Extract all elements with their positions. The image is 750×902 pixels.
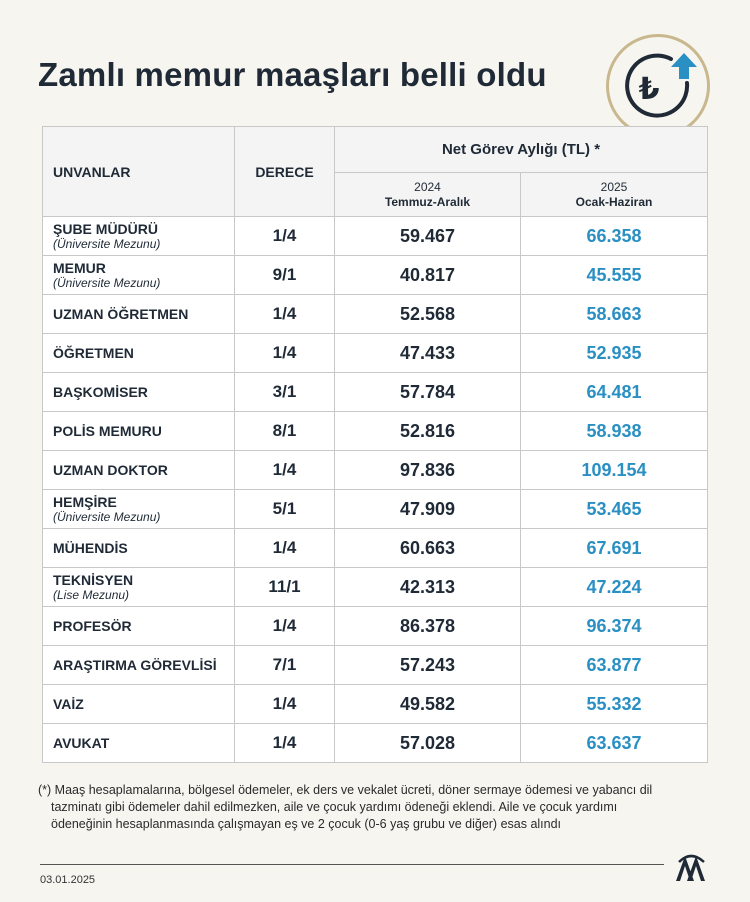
table-row [43,568,708,607]
row-title-label: TEKNİSYEN [53,572,134,588]
row-title-label: BAŞKOMİSER [53,384,148,400]
lira-up-icon [606,34,710,138]
row-salary-2024: 49.582 [335,685,521,724]
row-salary-2025: 63.877 [521,646,708,685]
row-title-label: POLİS MEMURU [53,423,162,439]
row-salary-2025: 55.332 [521,685,708,724]
row-salary-2025: 109.154 [521,451,708,490]
table-row [43,217,708,256]
row-title [43,490,235,529]
row-title-label: MÜHENDİS [53,540,128,556]
row-salary-2024: 57.784 [335,373,521,412]
row-salary-2024: 47.433 [335,334,521,373]
row-degree: 1/4 [235,724,335,763]
row-salary-2025: 45.555 [521,256,708,295]
row-title-label: UZMAN DOKTOR [53,462,168,478]
row-degree: 9/1 [235,256,335,295]
table-row [43,256,708,295]
row-title-label: AVUKAT [53,735,110,751]
year-2025: 2025 [600,179,628,194]
row-degree: 1/4 [235,529,335,568]
column-header-titles: UNVANLAR [43,127,235,217]
row-salary-2025: 53.465 [521,490,708,529]
aa-logo-icon [674,852,708,887]
row-title-note: (Lise Mezunu) [53,588,130,602]
table-row [43,334,708,373]
row-title-note: (Üniversite Mezunu) [53,237,161,251]
table-row [43,724,708,763]
row-title-label: PROFESÖR [53,618,132,634]
column-header-2025 [521,173,708,217]
row-degree: 8/1 [235,412,335,451]
table-row [43,295,708,334]
row-salary-2024: 86.378 [335,607,521,646]
footnote [38,782,718,833]
row-degree: 1/4 [235,295,335,334]
footnote-line-2: tazminatı gibi ödemeler dahil edilmezken, aile ve çocuk yardımı ödeneği eklendi. Aile ve çocuk yardımı [51,800,618,814]
row-title [43,373,235,412]
row-title-note: (Üniversite Mezunu) [53,276,161,290]
row-salary-2024: 60.663 [335,529,521,568]
page-title: Zamlı memur maaşları belli oldu [38,56,547,93]
row-title-label: ÖĞRETMEN [53,345,134,361]
row-title-label: MEMUR [53,260,106,276]
table-row [43,529,708,568]
row-degree: 1/4 [235,217,335,256]
row-salary-2024: 52.568 [335,295,521,334]
year-2024: 2024 [414,179,441,194]
row-title [43,295,235,334]
row-salary-2024: 97.836 [335,451,521,490]
row-salary-2025: 64.481 [521,373,708,412]
salary-table [42,126,708,763]
row-salary-2025: 58.663 [521,295,708,334]
table-row [43,412,708,451]
row-title [43,256,235,295]
row-title-note: (Üniversite Mezunu) [53,510,161,524]
row-degree: 7/1 [235,646,335,685]
row-salary-2025: 66.358 [521,217,708,256]
row-title-label: UZMAN ÖĞRETMEN [53,306,189,322]
row-salary-2025: 63.637 [521,724,708,763]
row-title-label: ŞUBE MÜDÜRÜ [53,221,158,237]
row-degree: 1/4 [235,334,335,373]
row-title [43,334,235,373]
column-header-2024 [335,173,521,217]
row-salary-2024: 52.816 [335,412,521,451]
table-row [43,646,708,685]
svg-text:₺: ₺ [638,72,660,107]
row-salary-2024: 40.817 [335,256,521,295]
row-salary-2024: 42.313 [335,568,521,607]
row-title [43,217,235,256]
row-title [43,412,235,451]
table-row [43,685,708,724]
row-salary-2025: 67.691 [521,529,708,568]
row-title [43,646,235,685]
row-degree: 11/1 [235,568,335,607]
row-degree: 1/4 [235,451,335,490]
row-salary-2024: 57.028 [335,724,521,763]
table-row [43,451,708,490]
row-salary-2025: 47.224 [521,568,708,607]
period-2024: Temmuz-Aralık [384,194,471,209]
column-header-net-salary: Net Görev Aylığı (TL) * [335,127,708,173]
row-salary-2024: 47.909 [335,490,521,529]
table-row [43,490,708,529]
row-salary-2024: 57.243 [335,646,521,685]
row-degree: 5/1 [235,490,335,529]
row-salary-2024: 59.467 [335,217,521,256]
column-header-degree: DERECE [235,127,335,217]
period-2025: Ocak-Haziran [575,194,653,209]
row-degree: 1/4 [235,685,335,724]
row-title-label: HEMŞİRE [53,494,117,510]
publish-date: 03.01.2025 [40,874,96,886]
footnote-line-1: (*) Maaş hesaplamalarına, bölgesel ödemeler, ek ders ve vekalet ücreti, döner sermaye ödemesi ve yabancı dil [38,783,653,797]
table-row [43,373,708,412]
row-title [43,568,235,607]
row-title [43,451,235,490]
footer-divider [40,864,664,865]
row-salary-2025: 52.935 [521,334,708,373]
row-degree: 1/4 [235,607,335,646]
row-title-label: VAİZ [53,696,84,712]
row-title [43,685,235,724]
footnote-line-3: ödeneğinin hesaplanmasında çalışmayan eş ve 2 çocuk (0-6 yaş grubu ve diğer) esas alındı [51,817,562,831]
row-title [43,529,235,568]
row-salary-2025: 58.938 [521,412,708,451]
row-degree: 3/1 [235,373,335,412]
table-row [43,607,708,646]
row-title [43,607,235,646]
row-salary-2025: 96.374 [521,607,708,646]
row-title [43,724,235,763]
row-title-label: ARAŞTIRMA GÖREVLİSİ [53,657,217,673]
